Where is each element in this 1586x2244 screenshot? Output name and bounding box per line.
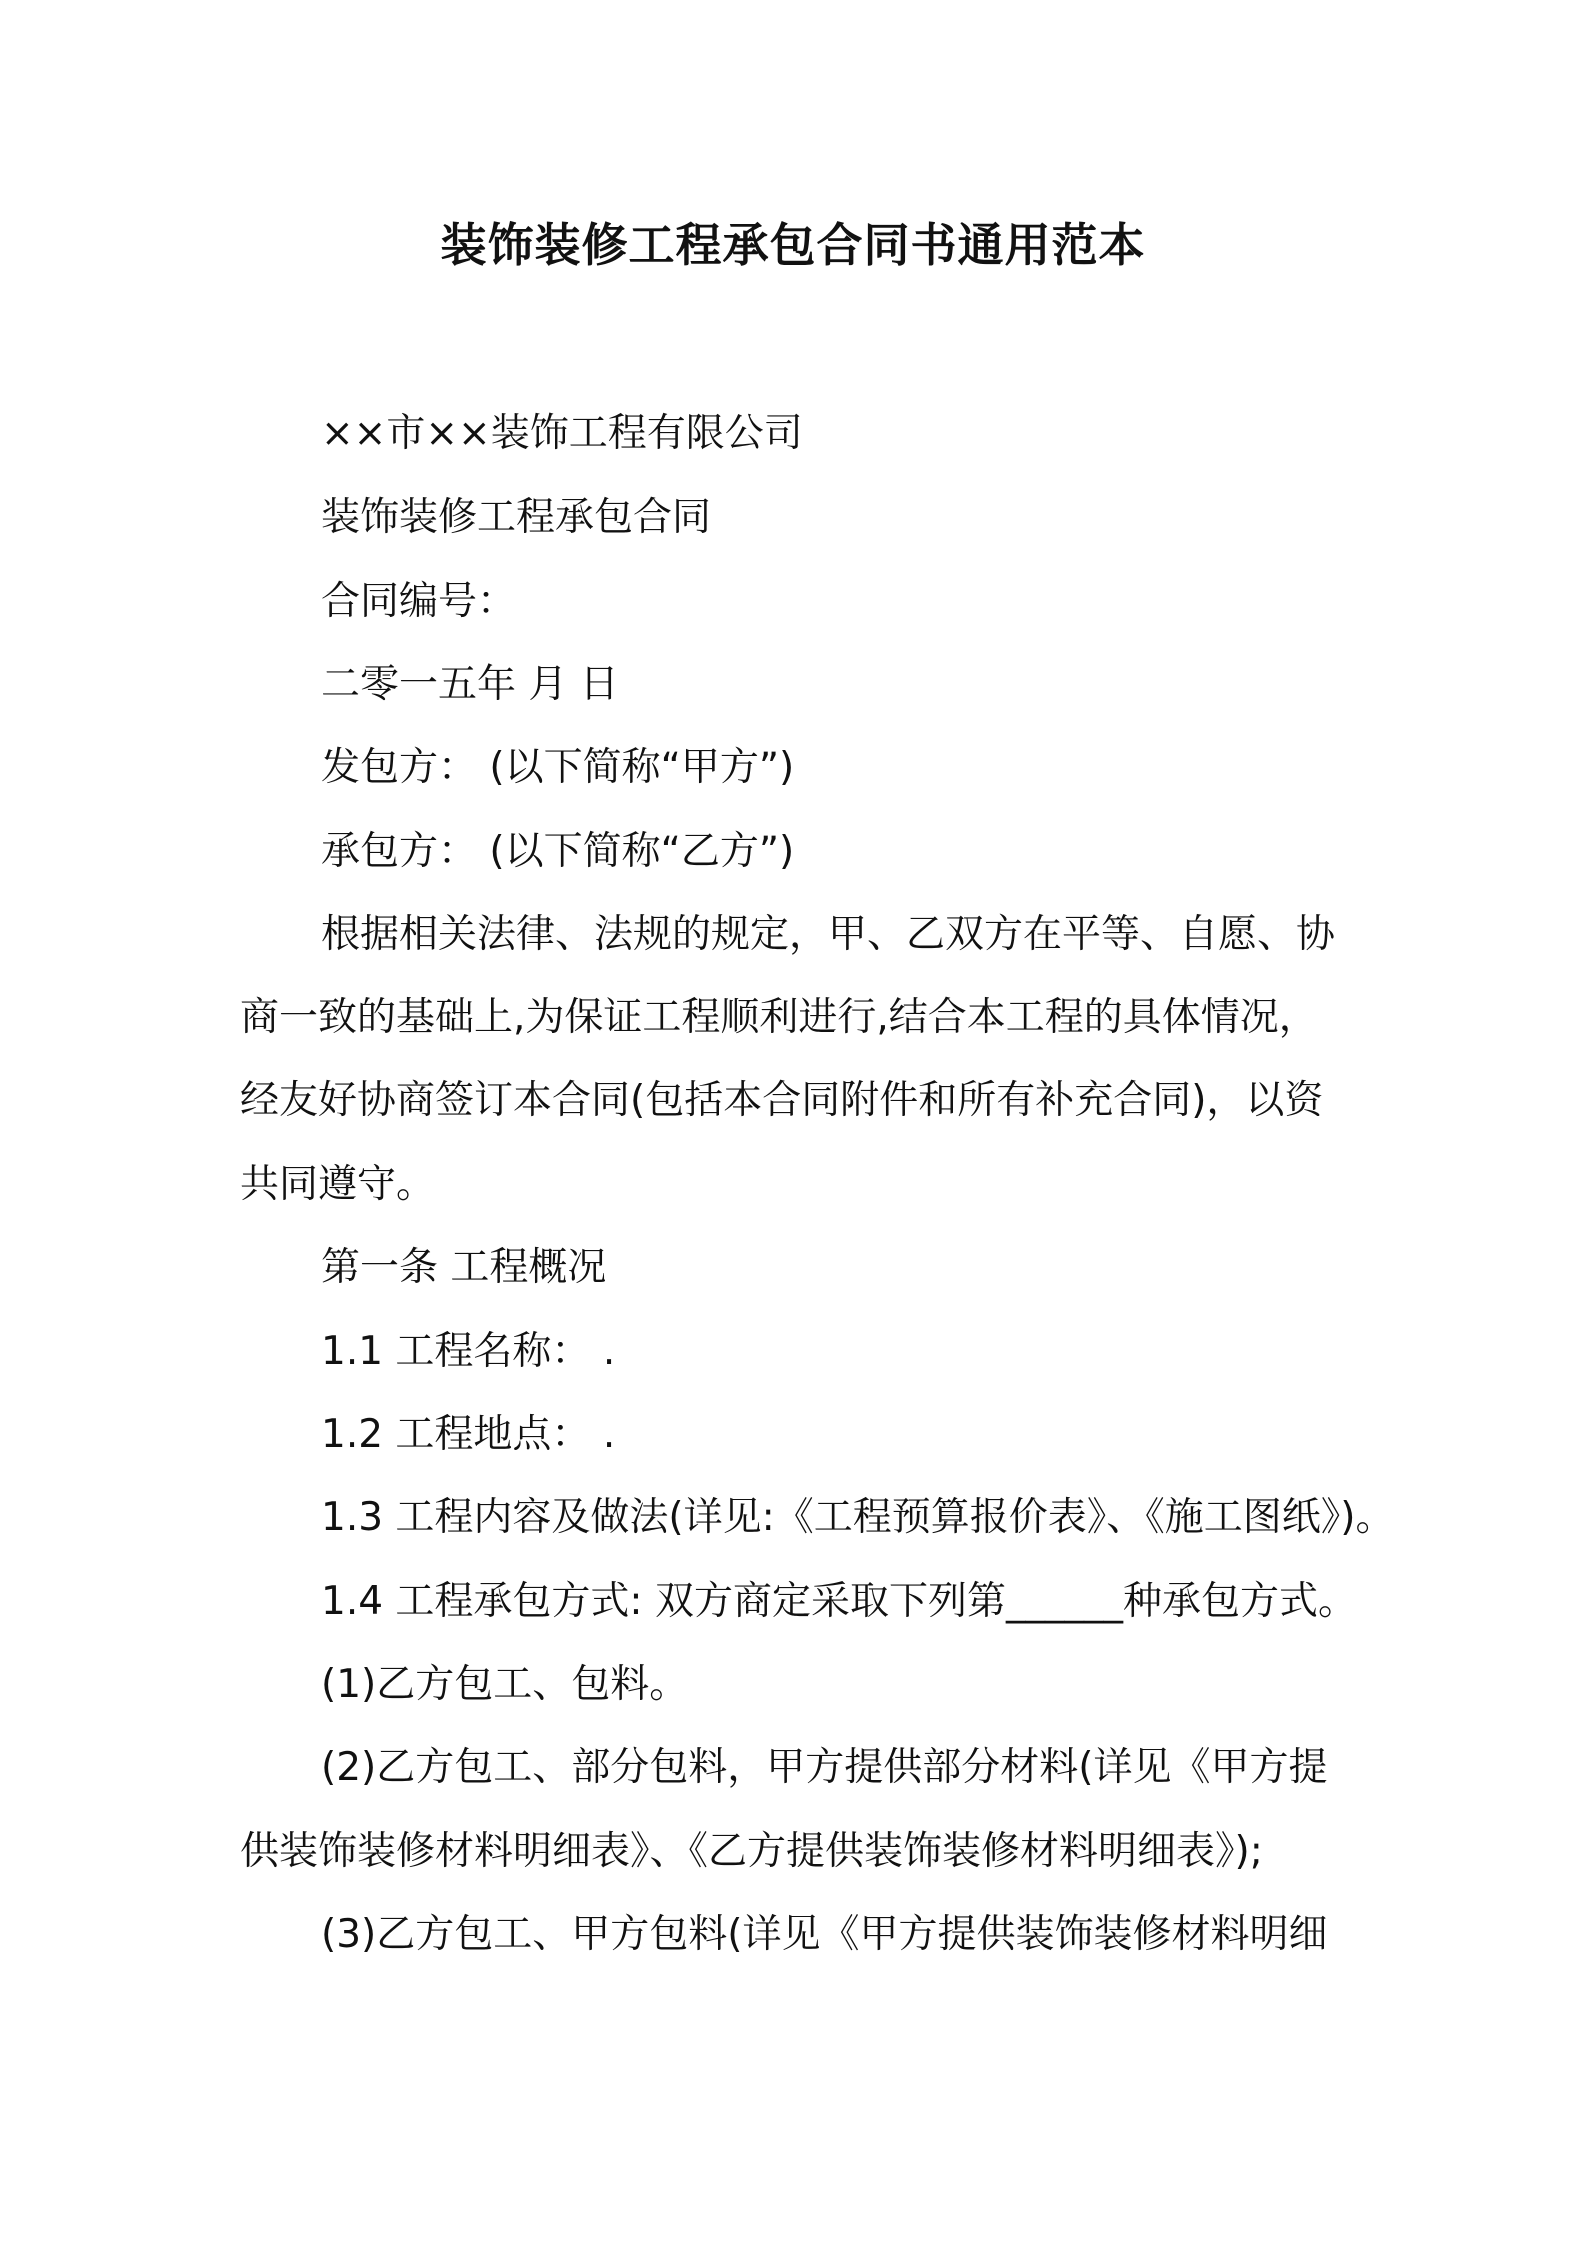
preamble-line-4: 共同遵守。 (240, 1162, 436, 1207)
option-2-line-1: (2)乙方包工、部分包料，甲方提供部分材料(详见《甲方提 (321, 1745, 1328, 1790)
article-1-heading: 第一条 工程概况 (321, 1245, 607, 1290)
company-name: ××市××装饰工程有限公司 (321, 411, 803, 456)
option-1: (1)乙方包工、包料。 (321, 1662, 689, 1707)
document-title: 装饰装修工程承包合同书通用范本 (440, 218, 1146, 272)
preamble-line-1: 根据相关法律、法规的规定，甲、乙双方在平等、自愿、协 (321, 912, 1336, 957)
option-3-line-1: (3)乙方包工、甲方包料(详见《甲方提供装饰装修材料明细 (321, 1912, 1328, 1957)
clause-1-4: 1.4 工程承包方式: 双方商定采取下列第______种承包方式。 (321, 1579, 1357, 1624)
clause-1-2: 1.2 工程地点： . (321, 1412, 616, 1457)
contract-number: 合同编号： (321, 579, 517, 624)
party-b: 承包方： (以下简称“乙方”) (321, 829, 795, 874)
clause-1-3: 1.3 工程内容及做法(详见:《工程预算报价表》、《施工图纸》)。 (321, 1495, 1395, 1540)
clause-1-1: 1.1 工程名称： . (321, 1329, 616, 1374)
contract-date: 二零一五年 月 日 (321, 662, 619, 707)
option-2-line-2: 供装饰装修材料明细表》、《乙方提供装饰装修材料明细表》); (240, 1829, 1263, 1874)
preamble-line-2: 商一致的基础上,为保证工程顺利进行,结合本工程的具体情况， (240, 995, 1318, 1040)
preamble-line-3: 经友好协商签订本合同(包括本合同附件和所有补充合同)，以资 (240, 1078, 1324, 1123)
contract-name: 装饰装修工程承包合同 (321, 495, 712, 540)
party-a: 发包方： (以下简称“甲方”) (321, 745, 795, 790)
